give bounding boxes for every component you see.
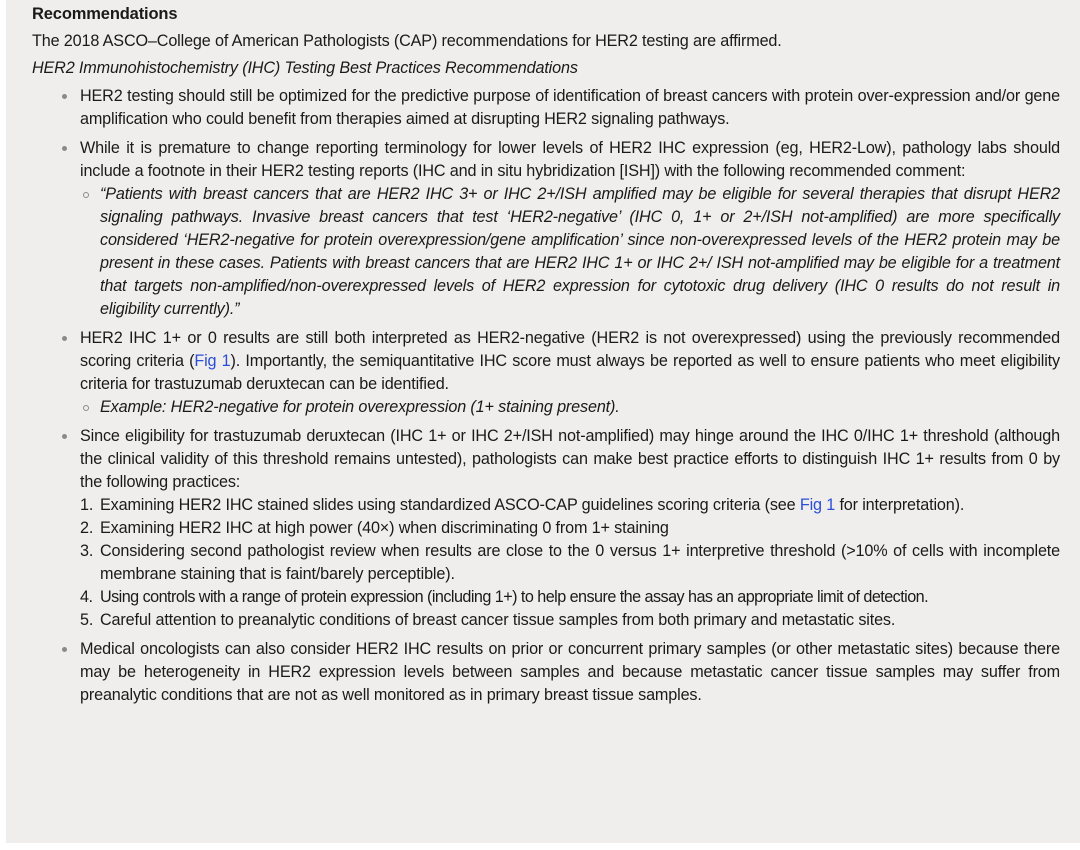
bullet-text: Medical oncologists can also consider HER2 IHC results on prior or concurrent primary samples (or other metastatic sites) because there may be heterogeneity in HER2 expression levels between samples and because metastatic cancer tissue samples may suffer from preanalytic conditions that are not as well monitored as in primary breast tissue samples. [80, 640, 1060, 704]
recommendations-panel [6, 0, 1080, 843]
bullet-text: HER2 testing should still be optimized for the predictive purpose of identification of breast cancers with protein over-expression and/or gene amplification who could benefit from therapies aimed at disrupting HER2 signaling pathways. [80, 87, 1060, 128]
list-item [80, 85, 1060, 131]
sub-list [80, 396, 1060, 419]
item-number: 5. [80, 611, 94, 629]
item-number: 1. [80, 496, 94, 514]
item-number: 4. [80, 588, 93, 606]
recommended-comment-quote: “Patients with breast cancers that are HER2 IHC 3+ or IHC 2+/ISH amplified may be eligible for several therapies that disrupt HER2 signaling pathways. Invasive breast cancers that test ‘HER2-negative’ (IHC 0, 1+ or 2+/ISH not-amplified) are more specifically considered ‘HER2-negative for protein overexpression/gene amplification’ since non-overexpressed levels of the HER2 protein may be present in these cases. Patients with breast cancers that are HER2 IHC 1+ or IHC 2+/ ISH not-amplified may be eligible for a treatment that targets non-amplified/non-overexpressed levels of HER2 expression for cytotoxic drug delivery (IHC 0 results do not result in eligibility currently).” [100, 185, 1060, 318]
fig-1-link[interactable]: Fig 1 [194, 352, 231, 370]
numbered-item [80, 540, 1060, 586]
sub-list-item [100, 183, 1060, 321]
item-text-after: for interpretation). [835, 496, 965, 514]
numbered-item [80, 517, 1060, 540]
list-item [80, 638, 1060, 707]
numbered-item [80, 609, 1060, 632]
recommendation-list [32, 85, 1060, 707]
numbered-item [80, 586, 1060, 609]
section-heading: Recommendations [32, 5, 178, 23]
circle-bullet-icon [83, 405, 89, 411]
sub-list-item [100, 396, 1060, 419]
circle-bullet-icon [83, 192, 89, 198]
bullet-icon [62, 94, 67, 99]
list-item [80, 137, 1060, 321]
sub-list [80, 183, 1060, 321]
subheading: HER2 Immunohistochemistry (IHC) Testing Best Practices Recommendations [32, 59, 578, 77]
practices-list [80, 494, 1060, 632]
item-text-before: Examining HER2 IHC stained slides using standardized ASCO-CAP guidelines scoring criteria (see [100, 496, 800, 514]
bullet-icon [62, 647, 67, 652]
numbered-item [80, 494, 1060, 517]
bullet-icon [62, 336, 67, 341]
bullet-icon [62, 146, 67, 151]
item-number: 3. [80, 542, 94, 560]
bullet-text: Since eligibility for trastuzumab deruxtecan (IHC 1+ or IHC 2+/ISH not-amplified) may hinge around the IHC 0/IHC 1+ threshold (although the clinical validity of this threshold remains untested), pathologists can make best practice efforts to distinguish IHC 1+ results from 0 by the following practices: [80, 427, 1060, 491]
fig-1-link[interactable]: Fig 1 [799, 496, 836, 514]
intro-paragraph: The 2018 ASCO–College of American Pathologists (CAP) recommendations for HER2 testing are affirmed. [32, 32, 782, 50]
item-text: Examining HER2 IHC at high power (40×) when discriminating 0 from 1+ staining [100, 519, 669, 537]
list-item [80, 425, 1060, 632]
example-text: Example: HER2-negative for protein overexpression (1+ staining present). [100, 398, 620, 416]
item-number: 2. [80, 519, 94, 537]
bullet-icon [62, 434, 67, 439]
bullet-text: While it is premature to change reporting terminology for lower levels of HER2 IHC expression (eg, HER2-Low), pathology labs should include a footnote in their HER2 testing reports (IHC and in situ hybridization [ISH]) with the following recommended comment: [80, 139, 1060, 180]
list-item [80, 327, 1060, 419]
bullet-text-before: HER2 IHC 1+ or 0 results are still both interpreted as HER2-negative (HER2 is not overexpressed) using the previously recommended scoring criteria ( [80, 329, 1060, 370]
item-text: Considering second pathologist review when results are close to the 0 versus 1+ interpretive threshold (>10% of cells with incomplete membrane staining that is faint/barely perceptible). [100, 542, 1060, 583]
item-text: Using controls with a range of protein expression (including 1+) to help ensure the assay has an appropriate limit of detection. [100, 588, 929, 606]
bullet-text-after: ). Importantly, the semiquantitative IHC score must always be reported as well to ensure patients who meet eligibility criteria for trastuzumab deruxtecan can be identified. [80, 352, 1060, 393]
item-text: Careful attention to preanalytic conditions of breast cancer tissue samples from both primary and metastatic sites. [100, 611, 896, 629]
